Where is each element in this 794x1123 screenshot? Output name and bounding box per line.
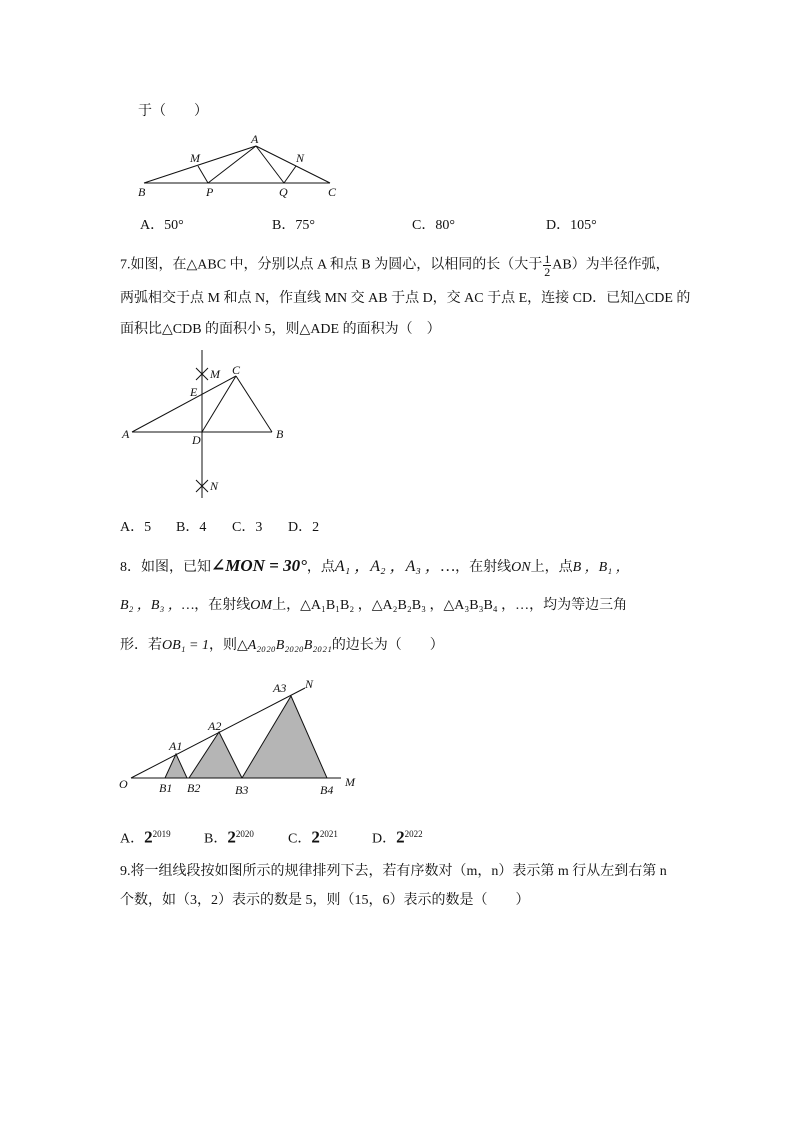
q8-points-b2: B₂ ，B₃ ，… xyxy=(120,598,195,613)
q8-target-triangle: △A₂₀₂₀B₂₀₂₀B₂₀₂₁ xyxy=(236,638,332,653)
q8-label-O: O xyxy=(119,777,128,791)
q6-seg-AP xyxy=(208,146,256,183)
q8-stem-line2 xyxy=(120,596,627,616)
q8-angle: ∠MON = 30° xyxy=(211,556,307,575)
q7-fraction xyxy=(543,253,551,278)
q7-options xyxy=(120,518,420,538)
q7-option-b: B．4 xyxy=(176,520,207,535)
q8-option-a-exp: 2019 xyxy=(152,829,171,839)
q7-label-D: D xyxy=(192,433,201,447)
q8-ray-om: OM xyxy=(250,598,273,613)
q7-label-A: A xyxy=(122,427,130,441)
q8-label-B4: B4 xyxy=(320,783,334,797)
q8-line3-b: ，则 xyxy=(208,638,237,653)
q9-stem-line1: 9.将一组线段按如图所示的规律排列下去，若有序数对（m，n）表示第 m 行从左到右第 n xyxy=(120,864,667,879)
q6-tail-text: 于（ ） xyxy=(138,104,208,119)
q8-option-c xyxy=(288,824,338,850)
q9-stem-line2: 个数，如（3，2）表示的数是 5，则（15，6）表示的数是（ ） xyxy=(120,893,530,908)
q8-option-a-letter: A． xyxy=(120,831,145,847)
q6-label-M: M xyxy=(190,151,200,165)
q8-option-c-exp: 2021 xyxy=(319,829,338,839)
q8-option-d xyxy=(372,824,423,850)
q6-seg-MP xyxy=(198,166,208,183)
q7-frac-den: 2 xyxy=(544,265,551,279)
q7-label-M: M xyxy=(210,367,220,381)
q6-label-B: B xyxy=(138,185,146,199)
q8-triangle-3 xyxy=(242,696,327,778)
q8-line1-mid: ，点 xyxy=(306,560,335,575)
q7-option-d: D．2 xyxy=(288,520,320,535)
q7-option-a: A．5 xyxy=(120,520,152,535)
q6-seg-AC xyxy=(256,146,330,183)
q8-option-c-base: 2 xyxy=(311,827,320,847)
q7-label-E: E xyxy=(190,385,198,399)
q6-seg-BA xyxy=(144,146,256,183)
q7-label-N: N xyxy=(210,479,219,493)
q8-line3-a: 形．若 xyxy=(120,638,162,653)
q7-seg-CB xyxy=(236,376,272,432)
q8-option-b-base: 2 xyxy=(227,827,236,847)
q6-seg-AQ xyxy=(256,146,284,183)
q8-label-B3: B3 xyxy=(235,783,249,797)
q8-label-A2: A2 xyxy=(208,719,222,733)
q6-option-c: C．80° xyxy=(412,218,455,233)
q8-line1-suffix: ，在射线 xyxy=(455,560,512,575)
q8-options xyxy=(120,824,480,848)
q8-option-b-exp: 2020 xyxy=(235,829,254,839)
q6-seg-NQ xyxy=(284,166,296,183)
q7-seg-AC xyxy=(132,376,236,432)
q7-stem-line2: 两弧相交于点 M 和点 N，作直线 MN 交 AB 于点 D，交 AC 于点 E，连接 CD．已知△CDE 的 xyxy=(120,291,691,306)
q6-label-A: A xyxy=(251,132,259,146)
q8-triangle-1 xyxy=(165,754,187,778)
q8-label-A3: A3 xyxy=(273,681,287,695)
q6-label-Q: Q xyxy=(279,185,288,199)
q8-line3-c: 的边长为（ ） xyxy=(331,638,444,653)
q7-stem-line1 xyxy=(120,253,670,278)
q8-line2-tri: 上，△A₁B₁B₂ ，△A₂B₂B₃ ，△A₃B₃B₄ ，…，均为等边三角 xyxy=(272,598,628,613)
q8-label-M: M xyxy=(345,775,355,789)
q8-label-B1: B1 xyxy=(159,781,173,795)
q6-options xyxy=(120,216,720,236)
q7-stem-line3: 面积比△CDB 的面积小 5，则△ADE 的面积为（ ） xyxy=(120,322,441,337)
q7-line1-a: 7.如图，在△ABC 中，分别以点 A 和点 B 为圆心，以相同的长（大于 xyxy=(120,257,543,273)
q6-figure xyxy=(130,130,350,202)
q6-option-d: D．105° xyxy=(546,218,597,233)
q8-option-a-base: 2 xyxy=(144,827,153,847)
q6-label-P: P xyxy=(206,185,214,199)
q8-line1-prefix: 8．如图，已知 xyxy=(120,560,211,575)
q8-stem-line3 xyxy=(120,636,444,656)
q8-points-b: B ，B₁ ， xyxy=(572,560,630,575)
q8-line1-end: 上，点 xyxy=(530,560,573,575)
q7-figure xyxy=(118,346,298,501)
q8-stem-line1 xyxy=(120,556,630,578)
q6-label-N: N xyxy=(296,151,305,165)
q8-points-a: A₁ ，A₂ ，A₃ ，… xyxy=(334,558,456,575)
q7-line1-b: AB）为半径作弧， xyxy=(552,257,670,273)
q6-option-a: A．50° xyxy=(140,218,184,233)
q8-option-b xyxy=(204,824,254,850)
q7-frac-num: 1 xyxy=(544,252,551,266)
q8-option-d-exp: 2022 xyxy=(404,829,423,839)
q8-option-d-letter: D． xyxy=(372,831,397,847)
q8-label-A1: A1 xyxy=(169,739,183,753)
q8-option-c-letter: C． xyxy=(288,831,312,847)
q7-label-C: C xyxy=(232,363,241,377)
q8-option-d-base: 2 xyxy=(396,827,405,847)
q8-line2-mid: ，在射线 xyxy=(194,598,251,613)
q8-triangle-2 xyxy=(189,732,242,778)
q8-option-a xyxy=(120,824,171,850)
q7-seg-CD xyxy=(202,376,236,432)
q6-option-b: B．75° xyxy=(272,218,315,233)
q8-ray-on: ON xyxy=(511,560,531,575)
q8-figure xyxy=(115,676,365,801)
q7-label-B: B xyxy=(276,427,284,441)
q8-label-B2: B2 xyxy=(187,781,201,795)
q8-label-N: N xyxy=(305,677,314,691)
q7-option-c: C．3 xyxy=(232,520,263,535)
q8-option-b-letter: B． xyxy=(204,831,228,847)
q8-ob1: OB₁ = 1 xyxy=(162,638,209,653)
q6-label-C: C xyxy=(328,185,337,199)
